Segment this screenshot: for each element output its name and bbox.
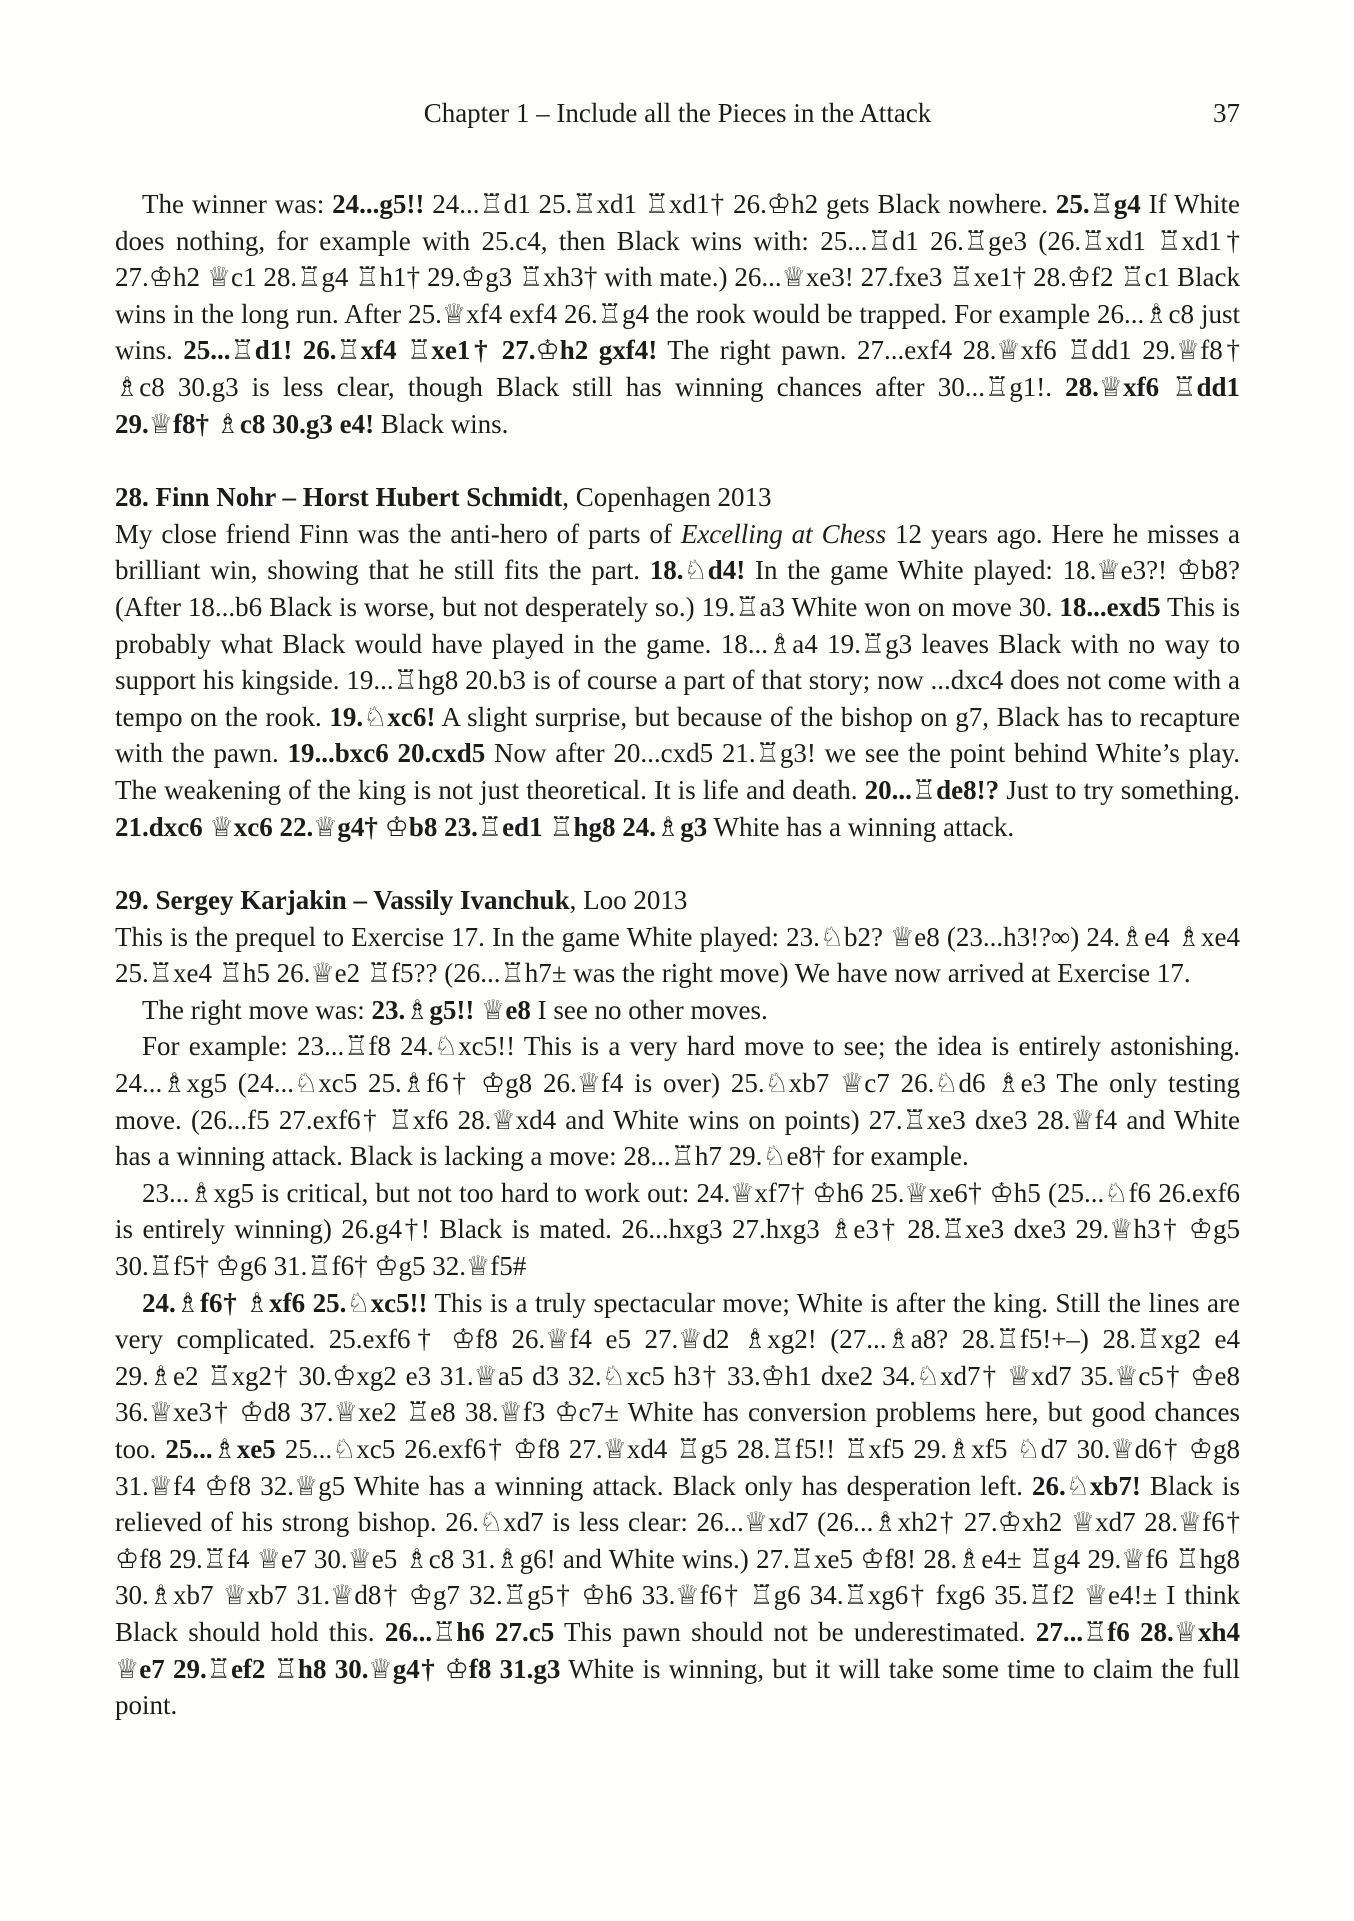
text-run: I see no other moves.	[530, 994, 768, 1025]
text-run: If White does nothing, for example with 25.c4, then Black wins with: 25...♖d1 26.♖ge3 (26.♖xd1 ♖xd1† 27.♔h2 ♕c1 28.♖g4 ♖h1† 29.♔g3 ♖xh3† with mate.) 26...♕xe3! 27.fxe3 ♖xe1† 28.♔f2 ♖c1 Black wins in the long run. After 25.♕xf4 exf4 26.♖g4 the rook would be trapped. For example 26...♗c8 just wins.	[115, 189, 1240, 366]
text-run: This is a truly spectacular move; White is after the king. Still the lines are very complicated. 25.exf6† ♔f8 26.♕f4 e5 27.♕d2 ♗xg2! (27...♗a8? 28.♖f5!+–) 28.♖xg2 e4 29.♗e2 ♖xg2† 30.♔xg2 e3 31.♕a5 d3 32.♘xc5 h3† 33.♔h1 dxe2 34.♘xd7† ♕xd7 35.♕c5† ♔e8 36.♕xe3† ♔d8 37.♕xe2 ♖e8 38.♕f3 ♔c7± White has conversion problems here, but good chances too.	[115, 1287, 1240, 1464]
bold-run: 25.♖g4	[1055, 189, 1141, 219]
text-run: Black is relieved of his strong bishop. 26.♘xd7 is less clear: 26...♕xd7 (26...♗xh2† 27.♔xh2 ♕xd7 28.♕f6† ♔f8 29.♖f4 ♕e7 30.♕e5 ♗c8 31.♗g6! and White wins.) 27.♖xe5 ♔f8! 28.♗e4± ♖g4 29.♕f6 ♖hg8 30.♗xb7 ♕xb7 31.♕d8† ♔g7 32.♖g5† ♔h6 33.♕f6† ♖g6 34.♖xg6† fxg6 35.♖f2 ♕e4!± I think Black should hold this.	[115, 1470, 1240, 1647]
text-run: 24...♖d1 25.♖xd1 ♖xd1† 26.♔h2 gets Black nowhere.	[424, 189, 1056, 219]
bold-run: 29. Sergey Karjakin – Vassily Ivanchuk	[115, 885, 570, 916]
text-run: The right pawn. 27...exf4 28.♕xf6 ♖dd1 29.♕f8† ♗c8 30.g3 is less clear, though Black still has winning chances after 30...♖g1!.	[115, 335, 1240, 402]
bold-run: 26.♘xb7!	[1031, 1470, 1141, 1501]
text-run: Just to try something.	[999, 774, 1240, 805]
bold-run: 25...♖d1! 26.♖xf4 ♖xe1† 27.♔h2 gxf4!	[183, 335, 658, 366]
paragraph-gap	[115, 442, 1240, 479]
text-run: This pawn should not be underestimated.	[554, 1616, 1036, 1647]
page-number: 37	[1213, 98, 1240, 128]
bold-run: 18.♘d4!	[649, 555, 746, 586]
text-run: Black wins.	[374, 408, 509, 439]
bold-run: 24...g5!!	[332, 189, 425, 219]
paragraph	[115, 919, 1240, 992]
bold-run: 21.dxc6 ♕xc6 22.♕g4† ♔b8 23.♖ed1 ♖hg8 24.♗g3	[115, 811, 708, 842]
text-run: 23...♗xg5 is critical, but not too hard to work out: 24.♕xf7† ♔h6 25.♕xe6† ♔h5 (25...♘f6 26.exf6 is entirely winning) 26.g4†! Black is mated. 26...hxg3 27.hxg3 ♗e3† 28.♖xe3 dxe3 29.♕h3† ♔g5 30.♖f5† ♔g6 31.♖f6† ♔g5 32.♕f5#	[115, 1177, 1240, 1282]
bold-run: 19...bxc6 20.cxd5	[287, 738, 486, 769]
running-header	[115, 96, 1240, 130]
paragraph	[115, 1175, 1240, 1285]
bold-run: 28.♕xf6 ♖dd1 29.♕f8† ♗c8 30.g3 e4!	[115, 371, 1240, 439]
paragraph	[115, 186, 1240, 442]
page-content	[115, 186, 1240, 1724]
text-run: For example: 23...♖f8 24.♘xc5!! This is a very hard move to see; the idea is entirely astonishing. 24...♗xg5 (24...♘xc5 25.♗f6† ♔g8 26.♕f4 is over) 25.♘xb7 ♕c7 26.♘d6 ♗e3 The only testing move. (26...f5 27.exf6† ♖xf6 28.♕xd4 and White wins on points) 27.♖xe3 dxe3 28.♕f4 and White has a winning attack. Black is lacking a move: 28...♖h7 29.♘e8† for example.	[115, 1031, 1240, 1172]
bold-run: 25...♗xe5	[165, 1434, 276, 1464]
text-run: Now after 20...cxd5 21.♖g3! we see the point behind White’s play. The weakening of the king is not just theoretical. It is life and death.	[115, 738, 1240, 805]
paragraph	[115, 1285, 1240, 1724]
bold-run: 23.♗g5!! ♕e8	[371, 994, 531, 1025]
text-run: This is probably what Black would have played in the game. 18...♗a4 19.♖g3 leaves Black with no way to support his kingside. 19...♖hg8 20.b3 is of course a part of that story; now ...dxc4 does not come with a tempo on the rook.	[115, 591, 1240, 732]
text-run: The right move was:	[142, 994, 372, 1025]
game-heading	[115, 882, 1240, 919]
text-run: In the game White played: 18.♕e3?! ♔b8? (After 18...b6 Black is worse, but not desperately so.) 19.♖a3 White won on move 30.	[115, 555, 1240, 622]
bold-run: 24.♗f6† ♗xf6 25.♘xc5!!	[142, 1287, 428, 1318]
paragraph	[115, 1028, 1240, 1174]
text-run: , Copenhagen 2013	[562, 482, 772, 513]
paragraph-gap	[115, 845, 1240, 882]
text-run: A slight surprise, but because of the bishop on g7, Black has to recapture with the pawn.	[115, 701, 1240, 769]
bold-run: 19.♘xc6!	[329, 701, 436, 732]
text-run: 12 years ago. Here he misses a brilliant win, showing that he still fits the part.	[115, 518, 1240, 586]
chapter-title: Chapter 1 – Include all the Pieces in the Attack	[423, 98, 932, 128]
paragraph	[115, 992, 1240, 1029]
bold-run: 28. Finn Nohr – Horst Hubert Schmidt	[115, 482, 563, 513]
game-heading	[115, 479, 1240, 516]
text-run: This is the prequel to Exercise 17. In the game White played: 23.♘b2? ♕e8 (23...h3!?∞) 24.♗e4 ♗xe4 25.♖xe4 ♖h5 26.♕e2 ♖f5?? (26...♖h7± was the right move) We have now arrived at Exercise 17.	[115, 921, 1240, 989]
text-run: My close friend Finn was the anti-hero of parts of	[115, 518, 681, 549]
bold-run: 26...♖h6 27.c5	[384, 1616, 555, 1647]
bold-run: 27...♖f6 28.♕xh4 ♕e7 29.♖ef2 ♖h8 30.♕g4† ♔f8 31.g3	[115, 1616, 1240, 1684]
italic-run: Excelling at Chess	[680, 518, 887, 549]
bold-run: 20...♖de8!?	[864, 774, 1000, 805]
text-run: White is winning, but it will take some time to claim the full point.	[115, 1653, 1240, 1721]
text-run: 25...♘xc5 26.exf6† ♔f8 27.♕xd4 ♖g5 28.♖f5!! ♖xf5 29.♗xf5 ♘d7 30.♕d6† ♔g8 31.♕f4 ♔f8 32.♕g5 White has a winning attack. Black only has desperation left.	[115, 1434, 1240, 1501]
text-run: White has a winning attack.	[707, 811, 1015, 842]
paragraph	[115, 516, 1240, 845]
text-run: The winner was:	[142, 189, 333, 219]
text-run: , Loo 2013	[569, 885, 688, 916]
bold-run: 18...exd5	[1059, 591, 1161, 622]
